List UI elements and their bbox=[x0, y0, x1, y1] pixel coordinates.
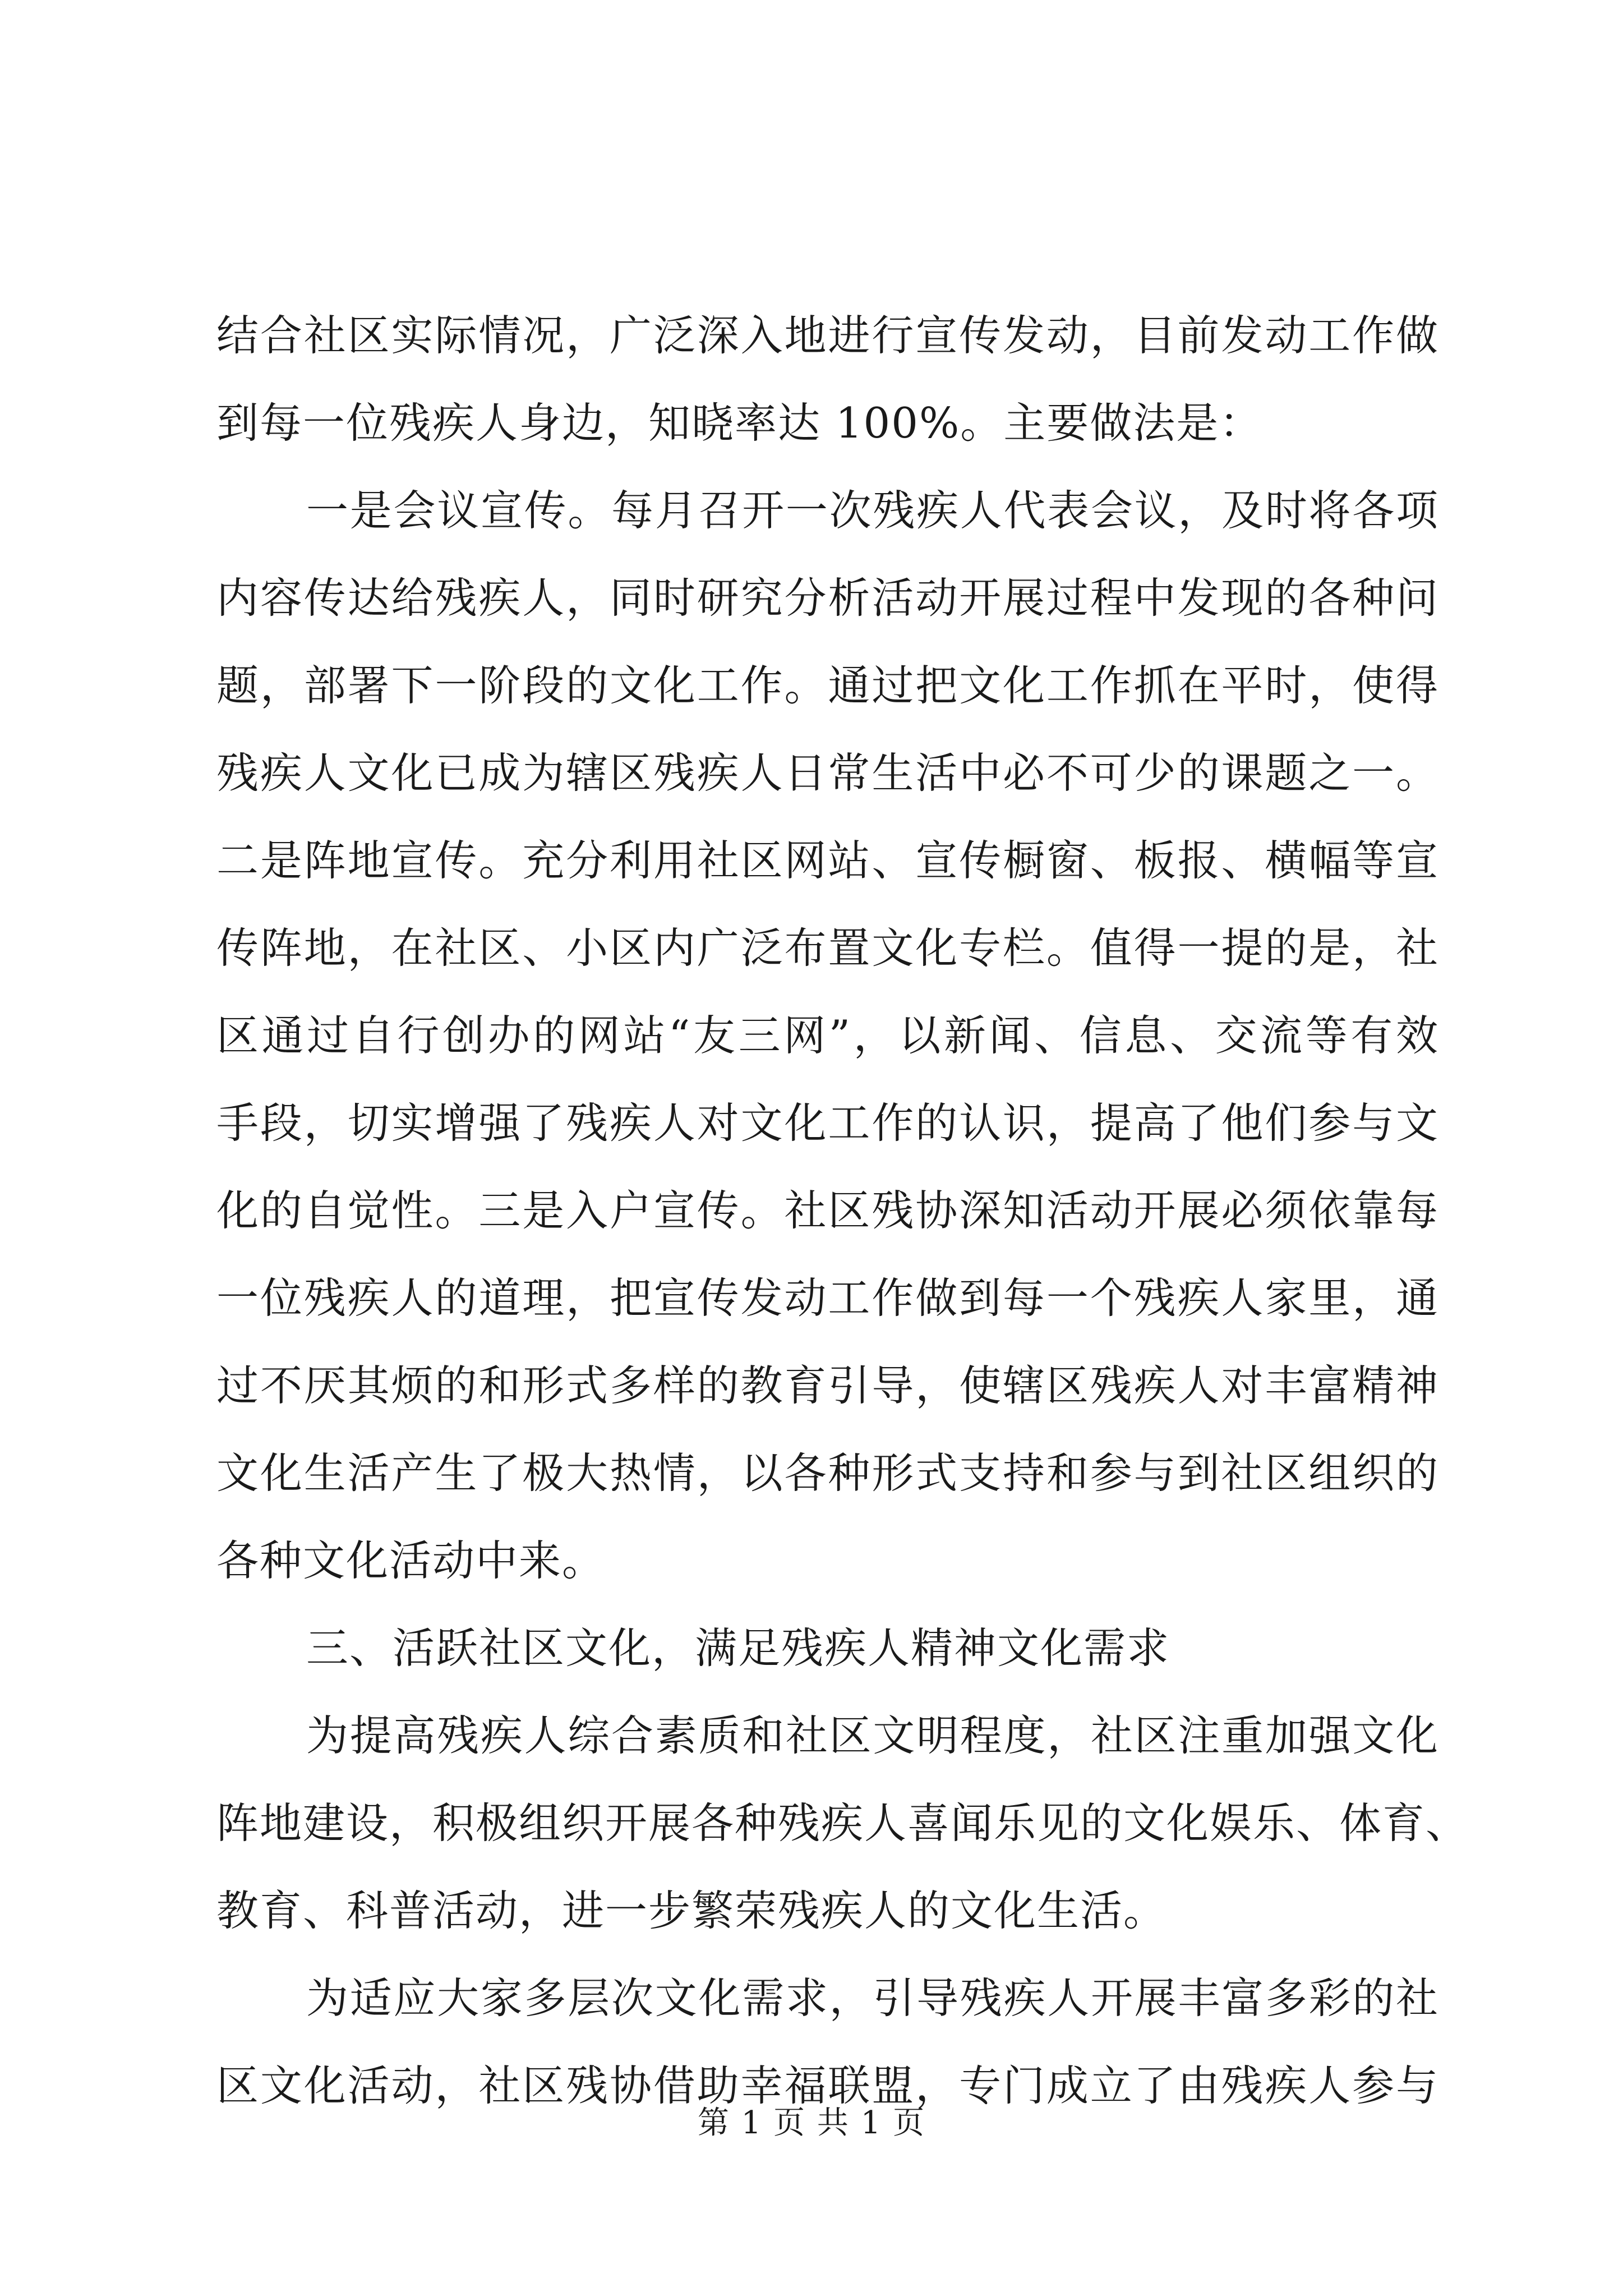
text-line: 传阵地，在社区、小区内广泛布置文化专栏。值得一提的是，社 bbox=[216, 923, 1439, 973]
text-line: 阵地建设，积极组织开展各种残疾人喜闻乐见的文化娱乐、体育、 bbox=[216, 1798, 1469, 1848]
text-line: 为提高残疾人综合素质和社区文明程度，社区注重加强文化 bbox=[306, 1711, 1439, 1760]
text-line: 区通过自行创办的网站“友三网”，以新闻、信息、交流等有效 bbox=[216, 1011, 1439, 1060]
text-line: 残疾人文化已成为辖区残疾人日常生活中必不可少的课题之一。 bbox=[216, 748, 1439, 798]
text-line: 化的自觉性。三是入户宣传。社区残协深知活动开展必须依靠每 bbox=[216, 1186, 1439, 1235]
text-line: 手段，切实增强了残疾人对文化工作的认识，提高了他们参与文 bbox=[216, 1098, 1439, 1148]
page-footer bbox=[0, 2098, 1623, 2143]
text-line: 教育、科普活动，进一步繁荣残疾人的文化生活。 bbox=[216, 1886, 1167, 1935]
text-line: 各种文化活动中来。 bbox=[216, 1536, 606, 1585]
text-line: 题，部署下一阶段的文化工作。通过把文化工作抓在平时，使得 bbox=[216, 661, 1439, 710]
text-line: 一位残疾人的道理，把宣传发动工作做到每一个残疾人家里，通 bbox=[216, 1273, 1439, 1323]
page-number: 第 1 页 共 1 页 bbox=[697, 2105, 926, 2141]
text-line: 为适应大家多层次文化需求，引导残疾人开展丰富多彩的社 bbox=[306, 1973, 1439, 2023]
text-line: 区文化活动，社区残协借助幸福联盟，专门成立了由残疾人参与 bbox=[216, 2061, 1439, 2110]
text-line: 过不厌其烦的和形式多样的教育引导，使辖区残疾人对丰富精神 bbox=[216, 1361, 1439, 1410]
text-line: 内容传达给残疾人，同时研究分析活动开展过程中发现的各种问 bbox=[216, 573, 1439, 623]
section-heading: 三、活跃社区文化，满足残疾人精神文化需求 bbox=[306, 1623, 1170, 1673]
text-line: 到每一位残疾人身边，知晓率达 100%。主要做法是： bbox=[216, 398, 1263, 448]
text-line: 结合社区实际情况，广泛深入地进行宣传发动，目前发动工作做 bbox=[216, 311, 1439, 360]
text-line: 一是会议宣传。每月召开一次残疾人代表会议，及时将各项 bbox=[306, 486, 1439, 535]
text-line: 文化生活产生了极大热情，以各种形式支持和参与到社区组织的 bbox=[216, 1448, 1439, 1498]
text-line: 二是阵地宣传。充分利用社区网站、宣传橱窗、板报、横幅等宣 bbox=[216, 836, 1439, 885]
body-text bbox=[216, 292, 1469, 2129]
